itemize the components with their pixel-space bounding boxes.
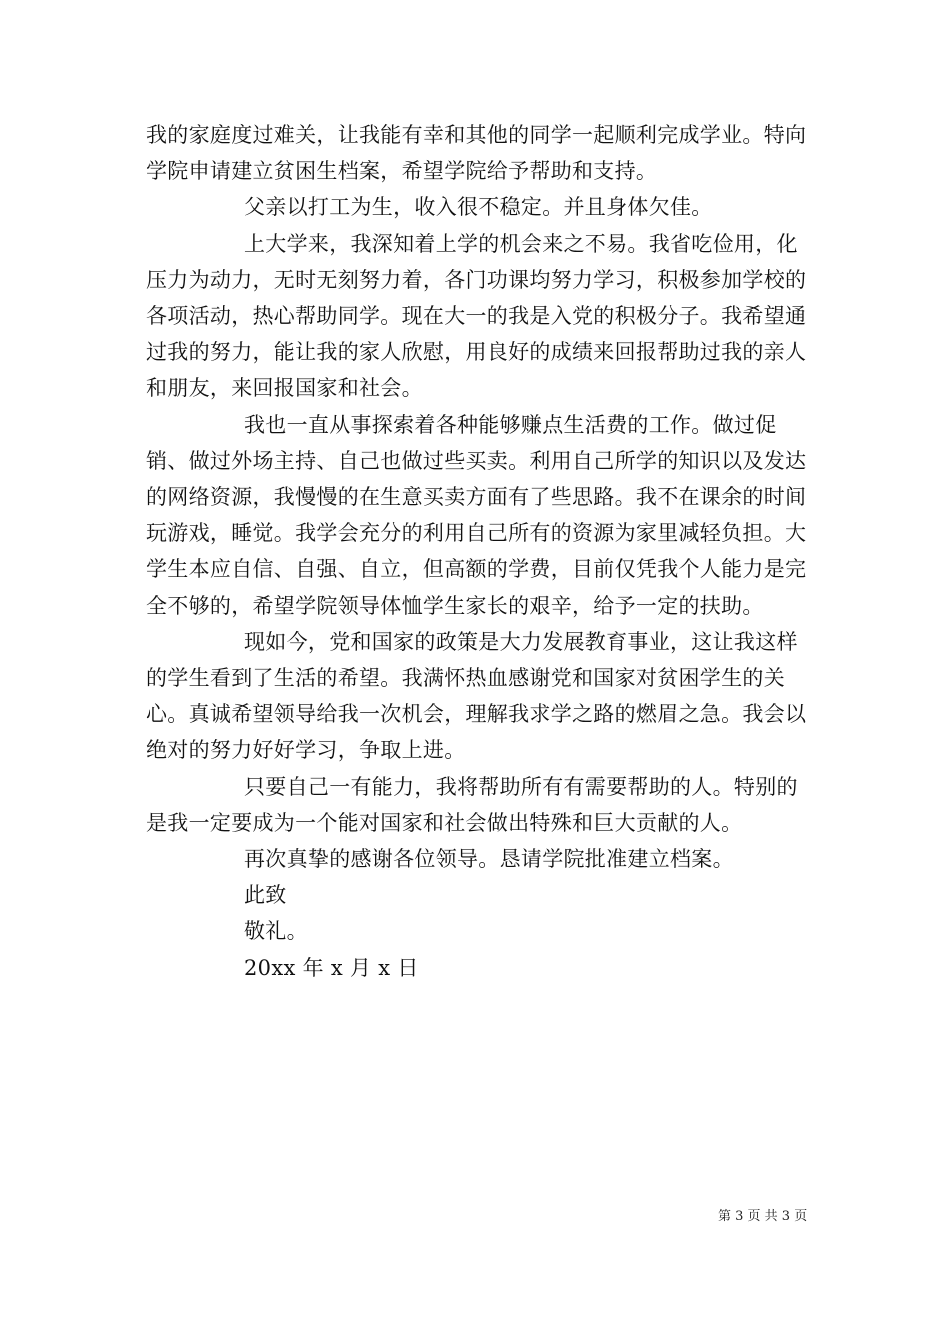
paragraph-work: 我也一直从事探索着各种能够赚点生活费的工作。做过促销、做过外场主持、自己也做过些买卖。利用自己所学的知识以及发达的网络资源，我慢慢的在生意买卖方面有了些思路。我不在课余的时间玩游戏，睡觉。我学会充分的利用自己所有的资源为家里减轻负担。大学生本应自信、自强、自立，但高额的学费，目前仅凭我个人能力是完全不够的，希望学院领导体恤学生家长的艰辛，给予一定的扶助。 <box>146 412 807 618</box>
page-number-footer: 第 3 页 共 3 页 <box>718 1209 808 1224</box>
salutation-cizhi: 此致 <box>244 883 287 908</box>
salutation-jingli: 敬礼。 <box>244 919 308 944</box>
paragraph-continuation: 我的家庭度过难关，让我能有幸和其他的同学一起顺利完成学业。特向学院申请建立贫困生档案，希望学院给予帮助和支持。 <box>146 123 807 184</box>
paragraph-policy: 现如今，党和国家的政策是大力发展教育事业，这让我这样的学生看到了生活的希望。我满怀热血感谢党和国家对贫困学生的关心。真诚希望领导给我一次机会，理解我求学之路的燃眉之急。我会以绝对的努力好好学习，争取上进。 <box>146 629 807 763</box>
paragraph-pledge: 只要自己一有能力，我将帮助所有有需要帮助的人。特别的是我一定要成为一个能对国家和社会做出特殊和巨大贡献的人。 <box>146 774 798 835</box>
letter-body <box>146 117 808 986</box>
letter-date: 20xx 年 x 月 x 日 <box>244 955 419 980</box>
paragraph-father: 父亲以打工为生，收入很不稳定。并且身体欠佳。 <box>244 195 713 220</box>
closing-thanks: 再次真挚的感谢各位领导。恳请学院批准建立档案。 <box>244 847 734 872</box>
paragraph-study: 上大学来，我深知着上学的机会来之不易。我省吃俭用，化压力为动力，无时无刻努力着，各门功课均努力学习，积极参加学校的各项活动，热心帮助同学。现在大一的我是入党的积极分子。我希望通过我的努力，能让我的家人欣慰，用良好的成绩来回报帮助过我的亲人和朋友，来回报国家和社会。 <box>146 231 807 401</box>
